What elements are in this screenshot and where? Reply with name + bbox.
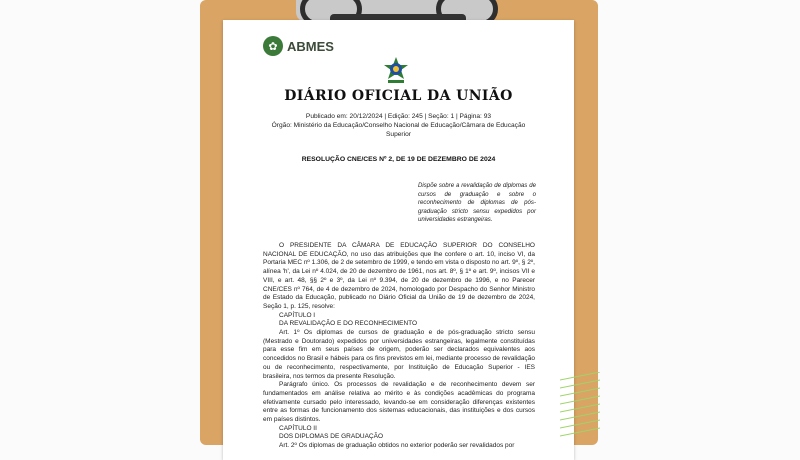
brazil-coat-of-arms-icon xyxy=(382,56,410,86)
chapter-title: DOS DIPLOMAS DE GRADUAÇÃO xyxy=(279,433,384,441)
decorative-swoosh xyxy=(510,20,574,84)
logo-text: ABMES xyxy=(287,38,334,54)
chapter-heading: CAPÍTULO I xyxy=(279,311,316,319)
resolution-body xyxy=(263,242,535,451)
resolution-heading: RESOLUÇÃO CNE/CES Nº 2, DE 19 DE DEZEMBRO DE 2024 xyxy=(301,156,496,163)
abmes-logo xyxy=(263,36,334,56)
document-page xyxy=(223,20,574,460)
chapter-heading: CAPÍTULO II xyxy=(279,424,317,432)
chapter-title: DA REVALIDAÇÃO E DO RECONHECIMENTO xyxy=(279,320,418,328)
page-title: DIÁRIO OFICIAL DA UNIÃO xyxy=(284,88,513,104)
preamble: O PRESIDENTE DA CÂMARA DE EDUCAÇÃO SUPERIOR DO CONSELHO NACIONAL DE EDUCAÇÃO, no uso das atribuições que lhe confere o art. 10, inciso VI, da Portaria MEC nº 1.306, de 2 de setembro de 1999, e tendo em vista o disposto no art. 9º, § 2º, alínea 'h', da Lei nº 4.024, de 20 de dezembro de 1961, nos art. 8º, § 1º e art. 9º, incisos VII e VIII, e art. 48, §§ 2º e 3º, da Lei nº 9.394, de 20 de dezembro de 1996, e no Parecer CNE/CES nº 764, de 4 de dezembro de 2024, homologado por Despacho do Senhor Ministro de Estado da Educação, publicado no Diário Oficial da União de 19 de dezembro de 2024, Seção 1, p. 125, resolve: xyxy=(263,242,535,310)
resolution-summary: Dispõe sobre a revalidação de diplomas de cursos de graduação e sobre o reconhecimento de diplomas de pós-graduação stricto sensu expedidos por universidades estrangeiras. xyxy=(418,182,536,224)
article-1: Art. 1º Os diplomas de cursos de graduação e de pós-graduação stricto sensu (Mestrado e Doutorado) expedidos por universidades estrangeiras, legalmente constituídas para esse fim em seus países de origem, poderão ser declarados equivalentes aos concedidos no Brasil e hábeis para os fins previstos em lei, mediante processo de revalidação ou de reconhecimento, respectivamente, por Instituição de Educação Superior - IES brasileira, nos termos da presente Resolução. xyxy=(263,329,535,380)
single-paragraph: Parágrafo único. Os processos de revalidação e de reconhecimento devem ser fundamentados em análise relativa ao mérito e às condições acadêmicas do programa efetivamente cursado pelo interessado, levando-se em consideração diferenças existentes entre as formas de funcionamento dos sistemas educacionais, das instituições e dos cursos em países distintos. xyxy=(263,381,535,424)
organ-info: Órgão: Ministério da Educação/Conselho Nacional de Educação/Câmara de Educação Superior xyxy=(271,122,526,138)
publication-info: Publicado em: 20/12/2024 | Edição: 245 | Seção: 1 | Página: 93 xyxy=(305,113,492,120)
abmes-logo-icon: ✿ xyxy=(263,36,283,56)
article-2: Art. 2º Os diplomas de graduação obtidos no exterior poderão ser revalidados por xyxy=(279,442,515,450)
decorative-lines xyxy=(560,372,600,442)
